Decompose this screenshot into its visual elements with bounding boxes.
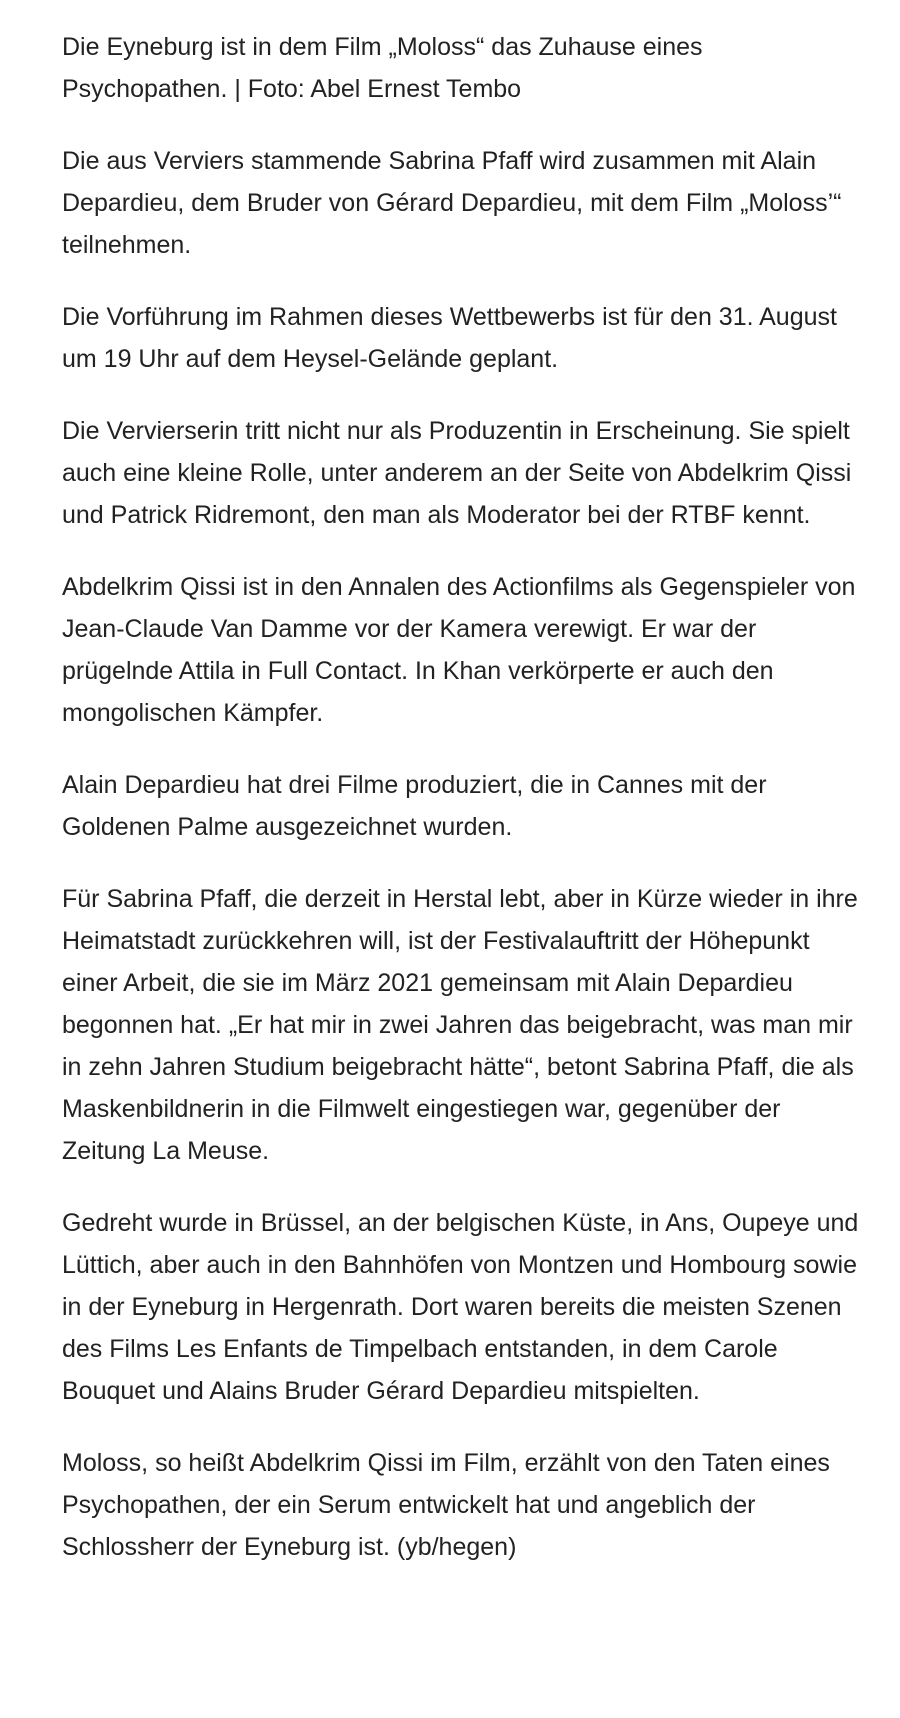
article-paragraph: Für Sabrina Pfaff, die derzeit in Herstal lebt, aber in Kürze wieder in ihre Heimatstadt zurückkehren will, ist der Festivalauftritt der Höhepunkt einer Arbeit, die sie im März 2021 gemeinsam mit Alain Depardieu begonnen hat. „Er hat mir in zwei Jahren das beigebracht, was man mir in zehn Jahren Studium beigebracht hätte“, betont Sabrina Pfaff, die als Maskenbildnerin in die Filmwelt eingestiegen war, gegenüber der Zeitung La Meuse. (62, 885, 858, 1165)
article-paragraph: Alain Depardieu hat drei Filme produziert, die in Cannes mit der Goldenen Palme ausgezeichnet wurden. (62, 771, 767, 841)
article-paragraph: Moloss, so heißt Abdelkrim Qissi im Film, erzählt von den Taten eines Psychopathen, der ein Serum entwickelt hat und angeblich der Schlossherr der Eyneburg ist. (yb/hegen) (62, 1449, 830, 1561)
image-caption: Die Eyneburg ist in dem Film „Moloss“ das Zuhause eines Psychopathen. | Foto: Abel Ernest Tembo (62, 33, 703, 103)
article-paragraph: Gedreht wurde in Brüssel, an der belgischen Küste, in Ans, Oupeye und Lüttich, aber auch in den Bahnhöfen von Montzen und Hombourg sowie in der Eyneburg in Hergenrath. Dort waren bereits die meisten Szenen des Films Les Enfants de Timpelbach entstanden, in dem Carole Bouquet und Alains Bruder Gérard Depardieu mitspielten. (62, 1209, 859, 1405)
article-body (62, 26, 862, 1598)
article-paragraph: Abdelkrim Qissi ist in den Annalen des Actionfilms als Gegenspieler von Jean-Claude Van Damme vor der Kamera verewigt. Er war der prügelnde Attila in Full Contact. In Khan verkörperte er auch den mongolischen Kämpfer. (62, 573, 856, 727)
article-paragraph: Die Vorführung im Rahmen dieses Wettbewerbs ist für den 31. August um 19 Uhr auf dem Heysel-Gelände geplant. (62, 303, 837, 373)
article-paragraph: Die aus Verviers stammende Sabrina Pfaff wird zusammen mit Alain Depardieu, dem Bruder von Gérard Depardieu, mit dem Film „Moloss’“ teilnehmen. (62, 147, 842, 259)
article-paragraph: Die Vervierserin tritt nicht nur als Produzentin in Erscheinung. Sie spielt auch eine kleine Rolle, unter anderem an der Seite von Abdelkrim Qissi und Patrick Ridremont, den man als Moderator bei der RTBF kennt. (62, 417, 852, 529)
